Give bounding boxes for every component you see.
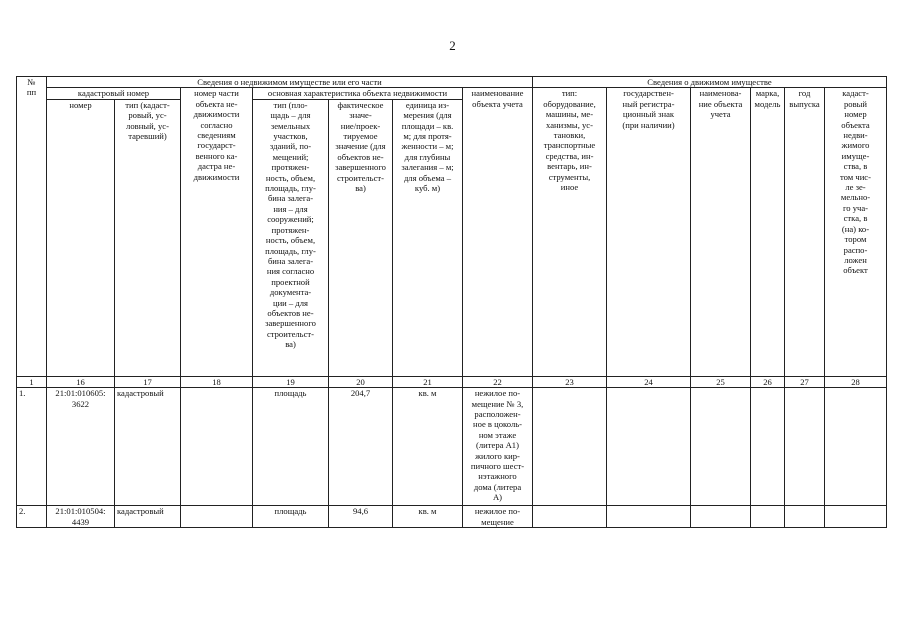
row-char-value: 94,6 bbox=[329, 506, 393, 528]
row-char-type: площадь bbox=[253, 506, 329, 528]
row-cell-empty bbox=[691, 388, 751, 506]
column-number: 22 bbox=[463, 376, 533, 387]
column-number: 28 bbox=[825, 376, 887, 387]
header-realty-section: Сведения о недвижимом имуществе или его части bbox=[47, 77, 533, 88]
column-number: 19 bbox=[253, 376, 329, 387]
column-number-row bbox=[17, 376, 887, 387]
column-number: 21 bbox=[393, 376, 463, 387]
header-state-reg-sign: государствен- ный регистра- ционный знак (при наличии) bbox=[607, 88, 691, 376]
row-number-type: кадастровый bbox=[115, 388, 181, 506]
column-number: 26 bbox=[751, 376, 785, 387]
table-row bbox=[17, 506, 887, 528]
column-number: 24 bbox=[607, 376, 691, 387]
row-no: 2. bbox=[17, 506, 47, 528]
row-part-number bbox=[181, 388, 253, 506]
row-cell-empty bbox=[825, 388, 887, 506]
header-cadastral-number: кадастровый номер bbox=[47, 88, 181, 99]
header-char-unit: единица из- мерения (для площади – кв. м; для протя- женности – м; для глубины залегания – м; для объема – куб. м) bbox=[393, 99, 463, 376]
row-cell-empty bbox=[533, 506, 607, 528]
header-movable-type: тип: оборудование, машины, ме- ханизмы, ус- тановки, транспортные средства, ин- вентарь, ин- струменты, иное bbox=[533, 88, 607, 376]
column-number: 1 bbox=[17, 376, 47, 387]
header-brand: марка, модель bbox=[751, 88, 785, 376]
row-cell-empty bbox=[751, 506, 785, 528]
header-char-type: тип (пло- щадь – для земельных участков, зданий, по- мещений; протяжен- ность, объем, площадь, глу- бина залега- ния – для сооружений; протяжен- ность, объем, площадь, глу- бина залега- ния согласно проектной документа- ции – для объектов не- завершенного строительст- ва) bbox=[253, 99, 329, 376]
row-object-name: нежилое по- мещение № 3, расположен- ное в цоколь- ном этаже (литера А1) жилого кир- пичного шест- нэтажного дома (литера А) bbox=[463, 388, 533, 506]
header-object-name: наименование объекта учета bbox=[463, 88, 533, 376]
header-part-number: номер части объекта не- движимости согласно сведениям государст- венного ка- дастра не- движимости bbox=[181, 88, 253, 376]
row-char-unit: кв. м bbox=[393, 388, 463, 506]
column-number: 25 bbox=[691, 376, 751, 387]
row-cell-empty bbox=[825, 506, 887, 528]
row-cadastral-number: 21:01:010504: 4439 bbox=[47, 506, 115, 528]
row-cell-empty bbox=[533, 388, 607, 506]
header-char-value: фактическое значе- ние/проек- тируемое значение (для объектов не- завершенного строительст- ва) bbox=[329, 99, 393, 376]
row-char-value: 204,7 bbox=[329, 388, 393, 506]
column-number: 20 bbox=[329, 376, 393, 387]
row-cell-empty bbox=[607, 388, 691, 506]
property-register-table bbox=[16, 76, 887, 528]
header-movable-name: наименова- ние объекта учета bbox=[691, 88, 751, 376]
row-cell-empty bbox=[607, 506, 691, 528]
header-number-type: тип (кадаст- ровый, ус- ловный, ус- таревший) bbox=[115, 99, 181, 376]
column-number: 18 bbox=[181, 376, 253, 387]
row-cadastral-number: 21:01:010605: 3622 bbox=[47, 388, 115, 506]
row-no: 1. bbox=[17, 388, 47, 506]
header-subsection-row bbox=[17, 88, 887, 99]
column-number: 27 bbox=[785, 376, 825, 387]
row-object-name: нежилое по- мещение bbox=[463, 506, 533, 528]
header-year: год выпуска bbox=[785, 88, 825, 376]
page-number: 2 bbox=[449, 38, 456, 53]
row-cell-empty bbox=[691, 506, 751, 528]
header-no: № пп bbox=[17, 77, 47, 377]
header-section-row bbox=[17, 77, 887, 88]
row-cell-empty bbox=[785, 506, 825, 528]
column-number: 23 bbox=[533, 376, 607, 387]
column-number: 16 bbox=[47, 376, 115, 387]
row-number-type: кадастровый bbox=[115, 506, 181, 528]
header-movable-section: Сведения о движимом имуществе bbox=[533, 77, 887, 88]
row-char-type: площадь bbox=[253, 388, 329, 506]
header-number: номер bbox=[47, 99, 115, 376]
row-cell-empty bbox=[785, 388, 825, 506]
row-part-number bbox=[181, 506, 253, 528]
header-main-characteristic: основная характеристика объекта недвижимости bbox=[253, 88, 463, 99]
row-char-unit: кв. м bbox=[393, 506, 463, 528]
row-cell-empty bbox=[751, 388, 785, 506]
table-row bbox=[17, 388, 887, 506]
header-land-cadastral: кадаст- ровый номер объекта недви- жимого имуще- ства, в том чис- ле зе- мельно- го уча- стка, в (на) ко- тором распо- ложен объект bbox=[825, 88, 887, 376]
column-number: 17 bbox=[115, 376, 181, 387]
